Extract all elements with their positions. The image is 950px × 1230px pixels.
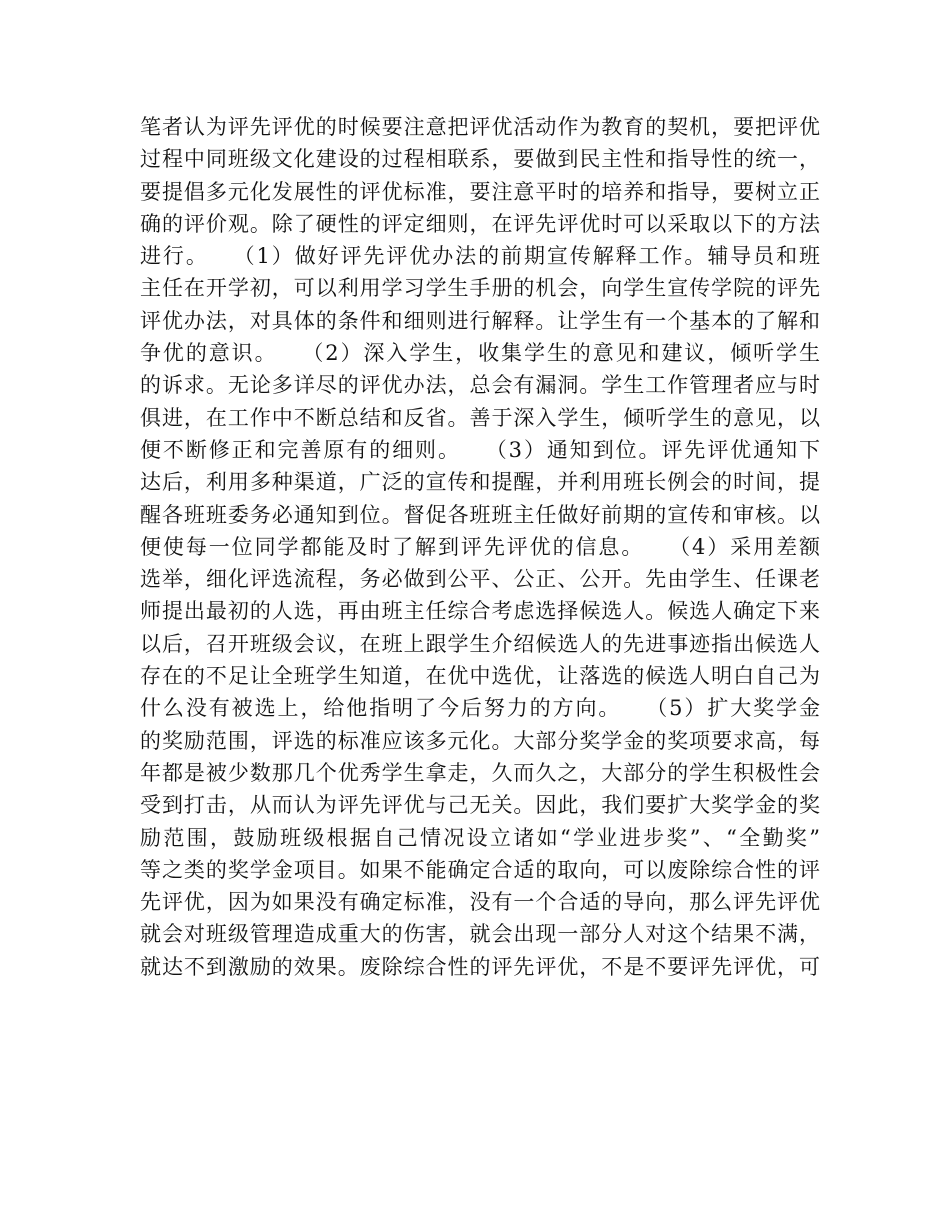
text-line: 什么没有被选上，给他指明了今后努力的方向。 （5）扩大奖学金 <box>140 696 820 721</box>
text-line: 达后，利用多种渠道，广泛的宣传和提醒，并利用班长例会的时间，提 <box>140 470 820 495</box>
text-line: 便使每一位同学都能及时了解到评先评优的信息。 （4）采用差额 <box>140 534 820 559</box>
text-line: 的诉求。无论多详尽的评优办法，总会有漏洞。学生工作管理者应与时 <box>140 373 820 398</box>
text-line: 存在的不足让全班学生知道，在优中选优，让落选的候选人明白自己为 <box>140 664 820 689</box>
text-line: 励范围，鼓励班级根据自己情况设立诸如“学业进步奖”、“全勤奖” <box>140 825 820 850</box>
text-line: 要提倡多元化发展性的评优标准，要注意平时的培养和指导，要树立正 <box>140 179 820 204</box>
text-line: 便不断修正和完善原有的细则。 （3）通知到位。评先评优通知下 <box>140 437 820 462</box>
text-line: 的奖励范围，评选的标准应该多元化。大部分奖学金的奖项要求高，每 <box>140 728 820 753</box>
text-line: 笔者认为评先评优的时候要注意把评优活动作为教育的契机，要把评优 <box>140 115 820 139</box>
text-line: 确的评价观。除了硬性的评定细则，在评先评优时可以采取以下的方法 <box>140 211 820 236</box>
text-line: 就达不到激励的效果。废除综合性的评先评优，不是不要评先评优，可 <box>140 954 820 979</box>
text-line: 受到打击，从而认为评先评优与己无关。因此，我们要扩大奖学金的奖 <box>140 793 820 818</box>
text-line: 年都是被少数那几个优秀学生拿走，久而久之，大部分的学生积极性会 <box>140 760 820 785</box>
text-line: 俱进，在工作中不断总结和反省。善于深入学生，倾听学生的意见，以 <box>140 405 820 430</box>
text-line: 以后，召开班级会议，在班上跟学生介绍候选人的先进事迹指出候选人 <box>140 631 820 656</box>
text-line: 进行。 （1）做好评先评优办法的前期宣传解释工作。辅导员和班 <box>140 244 820 269</box>
text-line: 主任在开学初，可以利用学习学生手册的机会，向学生宣传学院的评先 <box>140 276 820 301</box>
text-line: 先评优，因为如果没有确定标准，没有一个合适的导向，那么评先评优 <box>140 890 820 915</box>
text-line: 就会对班级管理造成重大的伤害，就会出现一部分人对这个结果不满， <box>140 922 820 947</box>
text-line: 醒各班班委务必通知到位。督促各班班主任做好前期的宣传和审核。以 <box>140 502 820 527</box>
text-line: 选举，细化评选流程，务必做到公平、公正、公开。先由学生、任课老 <box>140 567 820 592</box>
text-line: 师提出最初的人选，再由班主任综合考虑选择候选人。候选人确定下来 <box>140 599 820 624</box>
text-line: 过程中同班级文化建设的过程相联系，要做到民主性和指导性的统一， <box>140 147 820 172</box>
text-line: 争优的意识。 （2）深入学生，收集学生的意见和建议，倾听学生 <box>140 341 820 366</box>
body-paragraph <box>140 111 820 983</box>
text-line: 等之类的奖学金项目。如果不能确定合适的取向，可以废除综合性的评 <box>140 857 820 882</box>
text-line: 评优办法，对具体的条件和细则进行解释。让学生有一个基本的了解和 <box>140 308 820 333</box>
